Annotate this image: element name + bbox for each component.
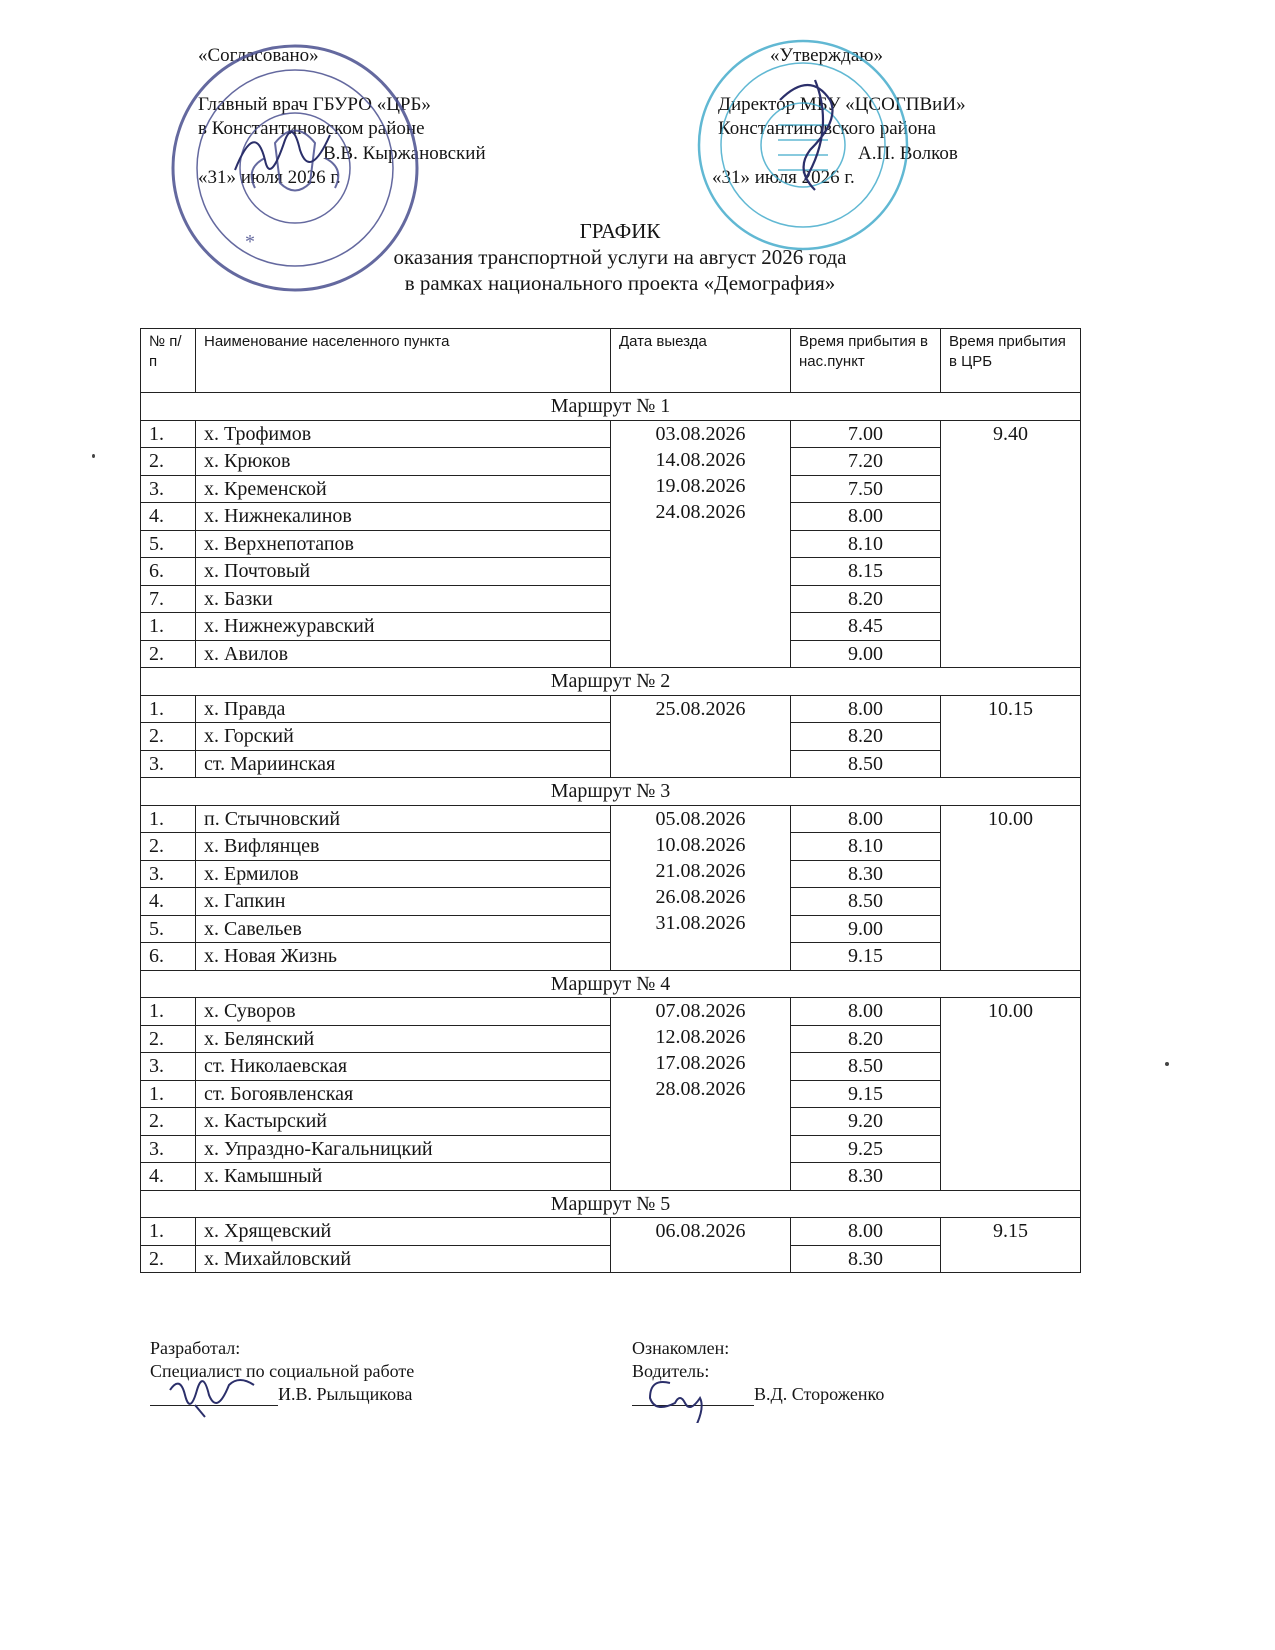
table-row — [141, 695, 1081, 723]
scan-speck — [1165, 1062, 1169, 1066]
route-title: Маршрут № 3 — [141, 778, 1081, 806]
right-approval-signature — [760, 60, 870, 210]
arrival-time: 8.15 — [791, 558, 941, 586]
stop-number: 2. — [141, 1245, 196, 1273]
stop-number: 3. — [141, 1053, 196, 1081]
stop-number: 3. — [141, 475, 196, 503]
stop-number: 2. — [141, 1025, 196, 1053]
departure-date: 06.08.2026 — [655, 1220, 746, 1242]
departure-date: 07.08.2026 — [655, 1000, 746, 1022]
stop-number: 1. — [141, 695, 196, 723]
stop-name: х. Михайловский — [196, 1245, 611, 1273]
document-title — [330, 218, 910, 296]
route-dates — [611, 998, 791, 1191]
route-dates — [611, 1218, 791, 1273]
footer-left-signature — [165, 1370, 275, 1420]
crb-arrival-time: 10.00 — [941, 805, 1081, 970]
arrival-time: 8.30 — [791, 1245, 941, 1273]
title-project-line: в рамках национального проекта «Демография» — [404, 271, 836, 295]
arrival-time: 8.20 — [791, 585, 941, 613]
stop-name: х. Трофимов — [196, 420, 611, 448]
arrival-time: 9.15 — [791, 943, 941, 971]
approval-left-organization: в Константиновском районе — [198, 118, 425, 139]
stop-name: х. Базки — [196, 585, 611, 613]
footer-right-signature — [640, 1368, 730, 1423]
arrival-time: 7.20 — [791, 448, 941, 476]
departure-date: 28.08.2026 — [655, 1078, 746, 1100]
approval-left-name: В.В. Кыржановский — [323, 142, 486, 164]
stop-name: ст. Богоявленская — [196, 1080, 611, 1108]
departure-date: 31.08.2026 — [655, 911, 746, 934]
approval-right-position: Директор МБУ «ЦСОГПВиИ» — [718, 93, 966, 115]
stop-number: 1. — [141, 613, 196, 641]
stop-name: х. Вифлянцев — [196, 833, 611, 861]
stop-number: 2. — [141, 723, 196, 751]
arrival-time: 8.50 — [791, 888, 941, 916]
departure-date: 03.08.2026 — [655, 422, 746, 445]
stop-number: 1. — [141, 420, 196, 448]
stop-name: х. Кастырский — [196, 1108, 611, 1136]
route-header-row — [141, 1190, 1081, 1218]
stop-number: 5. — [141, 915, 196, 943]
stop-name: ст. Николаевская — [196, 1053, 611, 1081]
arrival-time: 9.15 — [791, 1080, 941, 1108]
stop-name: х. Крюков — [196, 448, 611, 476]
departure-date: 12.08.2026 — [655, 1026, 746, 1048]
arrival-time: 8.20 — [791, 723, 941, 751]
stop-name: х. Упраздно-Кагальницкий — [196, 1135, 611, 1163]
arrival-time: 8.00 — [791, 805, 941, 833]
header-date: Дата выезда — [611, 329, 791, 393]
stop-number: 1. — [141, 1080, 196, 1108]
arrival-time: 8.45 — [791, 613, 941, 641]
stop-number: 2. — [141, 1108, 196, 1136]
stop-name: х. Гапкин — [196, 888, 611, 916]
header-name: Наименование населенного пункта — [196, 329, 611, 393]
header-arrival-time: Время прибытия в нас.пункт — [791, 329, 941, 393]
schedule-table — [140, 328, 1081, 1273]
stop-number: 4. — [141, 503, 196, 531]
crb-arrival-time: 9.15 — [941, 1218, 1081, 1273]
departure-date: 10.08.2026 — [655, 833, 746, 856]
route-title: Маршрут № 2 — [141, 668, 1081, 696]
table-row — [141, 1218, 1081, 1246]
stop-name: х. Нижнежуравский — [196, 613, 611, 641]
stop-number: 5. — [141, 530, 196, 558]
approval-right-heading: «Утверждаю» — [770, 45, 883, 66]
arrival-time: 7.50 — [791, 475, 941, 503]
route-header-row — [141, 778, 1081, 806]
footer-right-name: В.Д. Стороженко — [754, 1384, 885, 1404]
left-approval-signature — [225, 110, 345, 200]
svg-text:*: * — [245, 231, 255, 253]
table-row — [141, 805, 1081, 833]
route-header-row — [141, 393, 1081, 421]
departure-date: 24.08.2026 — [655, 500, 746, 523]
approval-left-date: «31» июля 2026 г. — [198, 167, 341, 188]
arrival-time: 8.00 — [791, 1218, 941, 1246]
stop-number: 3. — [141, 860, 196, 888]
stop-name: х. Белянский — [196, 1025, 611, 1053]
stop-name: х. Новая Жизнь — [196, 943, 611, 971]
stop-number: 2. — [141, 833, 196, 861]
departure-date: 26.08.2026 — [655, 885, 746, 908]
footer-right-position: Водитель: — [632, 1361, 710, 1381]
stop-number: 1. — [141, 805, 196, 833]
arrival-time: 8.10 — [791, 530, 941, 558]
arrival-time: 8.10 — [791, 833, 941, 861]
arrival-time: 9.00 — [791, 915, 941, 943]
stop-number: 6. — [141, 943, 196, 971]
stop-number: 1. — [141, 998, 196, 1026]
stop-name: х. Кременской — [196, 475, 611, 503]
footer-left-label: Разработал: — [150, 1338, 241, 1358]
departure-date: 05.08.2026 — [655, 807, 746, 830]
approval-left-heading: «Согласовано» — [198, 45, 319, 66]
arrival-time: 8.50 — [791, 750, 941, 778]
stop-number: 7. — [141, 585, 196, 613]
arrival-time: 8.30 — [791, 860, 941, 888]
stop-name: п. Стычновский — [196, 805, 611, 833]
stop-number: 6. — [141, 558, 196, 586]
arrival-time: 8.50 — [791, 1053, 941, 1081]
arrival-time: 8.00 — [791, 998, 941, 1026]
title-subtitle: оказания транспортной услуги на август 2026 года — [393, 245, 847, 269]
route-dates — [611, 695, 791, 778]
stop-number: 4. — [141, 888, 196, 916]
route-title: Маршрут № 4 — [141, 970, 1081, 998]
stop-number: 1. — [141, 1218, 196, 1246]
departure-date: 14.08.2026 — [655, 448, 746, 471]
approval-right-name: А.П. Волков — [858, 142, 958, 164]
title-heading: ГРАФИК — [579, 219, 661, 243]
crb-arrival-time: 10.00 — [941, 998, 1081, 1191]
route-header-row — [141, 970, 1081, 998]
arrival-time: 9.00 — [791, 640, 941, 668]
stop-name: х. Авилов — [196, 640, 611, 668]
stop-name: х. Правда — [196, 695, 611, 723]
stop-number: 2. — [141, 640, 196, 668]
footer-left-name: И.В. Рыльщикова — [278, 1384, 413, 1404]
schedule-body — [141, 393, 1081, 1273]
departure-date: 21.08.2026 — [655, 859, 746, 882]
table-row — [141, 420, 1081, 448]
header-num: № п/п — [141, 329, 196, 393]
approval-left-position: Главный врач ГБУРО «ЦРБ» — [198, 93, 431, 115]
arrival-time: 9.25 — [791, 1135, 941, 1163]
route-header-row — [141, 668, 1081, 696]
departure-date: 19.08.2026 — [655, 474, 746, 497]
header-crb-time: Время прибытия в ЦРБ — [941, 329, 1081, 393]
stop-number: 2. — [141, 448, 196, 476]
stop-name: х. Савельев — [196, 915, 611, 943]
approval-right-date: «31» июля 2026 г. — [712, 167, 855, 188]
arrival-time: 9.20 — [791, 1108, 941, 1136]
route-title: Маршрут № 5 — [141, 1190, 1081, 1218]
stop-name: х. Горский — [196, 723, 611, 751]
route-dates — [611, 805, 791, 970]
arrival-time: 8.20 — [791, 1025, 941, 1053]
table-header-row — [141, 329, 1081, 393]
departure-date: 25.08.2026 — [655, 697, 746, 720]
arrival-time: 8.00 — [791, 503, 941, 531]
stop-number: 3. — [141, 750, 196, 778]
stop-name: х. Ермилов — [196, 860, 611, 888]
route-title: Маршрут № 1 — [141, 393, 1081, 421]
footer-right-label: Ознакомлен: — [632, 1338, 730, 1358]
arrival-time: 7.00 — [791, 420, 941, 448]
stop-name: х. Почтовый — [196, 558, 611, 586]
stop-name: х. Верхнепотапов — [196, 530, 611, 558]
table-row — [141, 998, 1081, 1026]
stop-name: х. Суворов — [196, 998, 611, 1026]
scan-speck — [92, 454, 95, 458]
stop-number: 3. — [141, 1135, 196, 1163]
stop-name: х. Камышный — [196, 1163, 611, 1191]
footer-left-position: Специалист по социальной работе — [150, 1361, 415, 1381]
route-dates — [611, 420, 791, 668]
stop-name: ст. Мариинская — [196, 750, 611, 778]
approval-right-organization: Константиновского района — [718, 118, 936, 139]
arrival-time: 8.30 — [791, 1163, 941, 1191]
arrival-time: 8.00 — [791, 695, 941, 723]
stop-name: х. Хрящевский — [196, 1218, 611, 1246]
stop-number: 4. — [141, 1163, 196, 1191]
crb-arrival-time: 9.40 — [941, 420, 1081, 668]
crb-arrival-time: 10.15 — [941, 695, 1081, 778]
stop-name: х. Нижнекалинов — [196, 503, 611, 531]
departure-date: 17.08.2026 — [655, 1052, 746, 1074]
